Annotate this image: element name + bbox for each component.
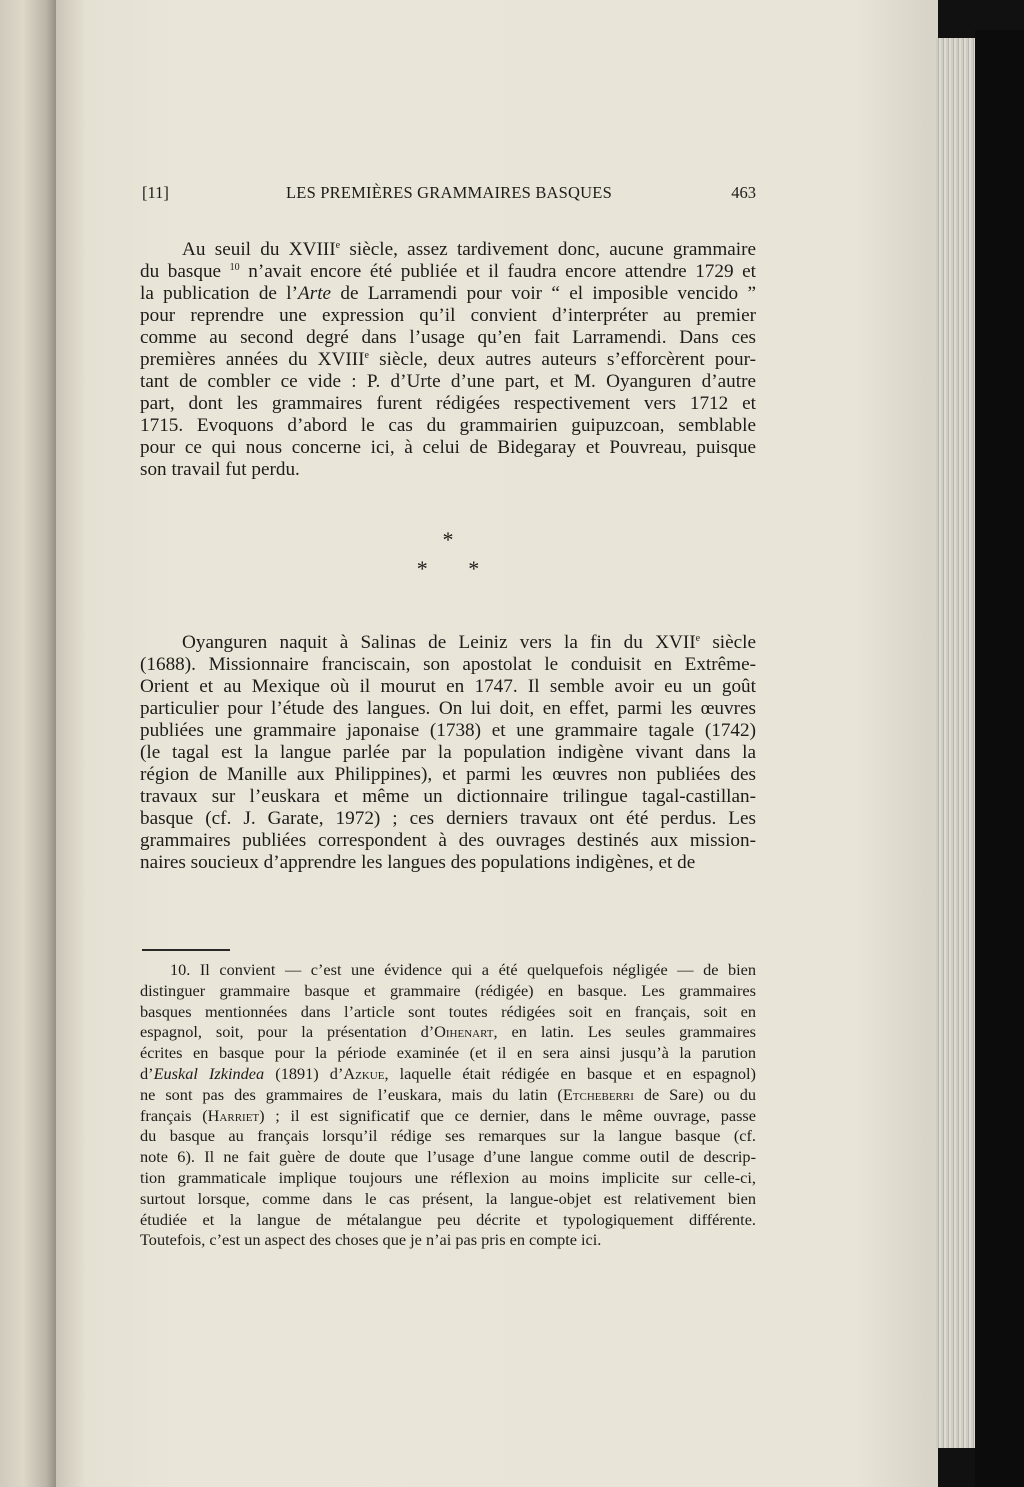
text-run: 1715. Evoquons d’abord le cas du grammairien guipuzcoan, semblable — [140, 415, 756, 436]
text-run: pour reprendre une expression qu’il convient d’interpréter au premier — [140, 305, 756, 326]
text-line — [140, 654, 756, 676]
text-run: Oihenart — [434, 1022, 494, 1042]
text-line — [140, 1022, 756, 1043]
text-run: d’ — [140, 1063, 154, 1083]
scan-background — [975, 30, 1024, 1487]
text-line — [140, 981, 756, 1002]
text-run: Orient et au Mexique où il mourut en 1747. Il semble avoir eu un goût — [140, 676, 756, 697]
text-line — [140, 1043, 756, 1064]
text-line — [140, 305, 756, 327]
text-line — [140, 742, 756, 764]
page-stack-edges — [936, 38, 976, 1448]
footnote-10 — [140, 960, 756, 1251]
text-line — [140, 698, 756, 720]
text-run: surtout lorsque, comme dans le cas présent, la langue-objet est relativement bien — [140, 1188, 756, 1208]
text-line — [140, 459, 756, 481]
text-run: Arte — [298, 283, 332, 304]
paragraph-1 — [140, 239, 756, 481]
text-run: Toutefois, c’est un aspect des choses que je n’ai pas pris en compte ici. — [140, 1230, 602, 1250]
text-run: grammaires publiées correspondent à des ouvrages destinés aux mission- — [140, 830, 756, 851]
running-title: LES PREMIÈRES GRAMMAIRES BASQUES — [286, 183, 612, 202]
footnote-rule — [142, 949, 230, 951]
text-line — [140, 1147, 756, 1168]
text-line — [140, 676, 756, 698]
text-run: naires soucieux d’apprendre les langues des populations indigènes, et de — [140, 852, 696, 873]
text-run: publiées une grammaire japonaise (1738) et une grammaire tagale (1742) — [140, 720, 756, 741]
text-run: siècle — [700, 632, 756, 653]
text-run: (le tagal est la langue parlée par la population indigène vivant dans la — [140, 742, 756, 763]
text-run: travaux sur l’euskara et même un dictionnaire trilingue tagal-castillan- — [140, 786, 756, 807]
text-line — [140, 327, 756, 349]
text-line — [140, 808, 756, 830]
text-run: n’avait encore été publiée et il faudra encore attendre 1729 et — [239, 261, 757, 282]
text-line — [140, 1085, 756, 1106]
text-run: Oyanguren naquit à Salinas de Leiniz vers la fin du XVII — [182, 632, 696, 653]
text-run: écrites en basque pour la période examinée (et il en sera ainsi jusqu’à la parution — [140, 1043, 756, 1063]
text-line — [140, 960, 756, 981]
text-line — [140, 1064, 756, 1085]
text-line — [140, 1002, 756, 1023]
text-line — [140, 1168, 756, 1189]
page-number: 463 — [731, 183, 756, 202]
text-run: Au seuil du XVIII — [182, 239, 336, 260]
text-run: , en latin. Les seules grammaires — [493, 1022, 756, 1042]
text-run: étudiée et la langue de métalangue peu décrite et typologiquement différente. — [140, 1209, 756, 1229]
section-separator-top: * — [442, 527, 454, 552]
superscript: 10 — [229, 262, 240, 273]
text-run: tion grammaticale implique toujours une réflexion au moins implicite sur celle-ci, — [140, 1167, 756, 1187]
text-line — [140, 437, 756, 459]
text-line — [140, 261, 756, 283]
text-line — [140, 852, 756, 874]
text-run: siècle, deux autres auteurs s’efforcèrent pour- — [368, 349, 757, 370]
section-separator-bottom: * * — [416, 556, 480, 581]
text-run: ne sont pas des grammaires de l’euskara, mais du latin ( — [140, 1084, 563, 1104]
section-number: [11] — [142, 183, 169, 202]
text-line — [140, 830, 756, 852]
running-header — [142, 183, 756, 207]
text-run: Euskal Izkindea — [153, 1063, 265, 1083]
text-run: distinguer grammaire basque et grammaire (rédigée) en basque. Les grammaires — [140, 980, 756, 1000]
text-line — [140, 786, 756, 808]
text-run: 10. Il convient — c’est une évidence qui a été quelquefois négligée — de bien — [170, 960, 756, 979]
text-line — [140, 283, 756, 305]
superscript: e — [364, 350, 369, 361]
text-run: Harriet — [207, 1105, 260, 1125]
superscript: e — [695, 633, 701, 644]
text-line — [140, 764, 756, 786]
text-run: français ( — [140, 1105, 208, 1125]
text-line — [140, 632, 756, 654]
text-run: basque (cf. J. Garate, 1972) ; ces derniers travaux ont été perdus. Les — [140, 808, 756, 829]
text-line — [140, 1210, 756, 1231]
text-run: région de Manille aux Philippines), et parmi les œuvres non publiées des — [140, 764, 756, 785]
text-run: Azkue — [343, 1063, 385, 1083]
text-run: ) ; il est significatif que ce dernier, dans le même ouvrage, passe — [259, 1105, 756, 1125]
text-run: son travail fut perdu. — [140, 459, 300, 480]
text-line — [140, 720, 756, 742]
text-run: part, dont les grammaires furent rédigées respectivement vers 1712 et — [140, 393, 756, 414]
text-line — [140, 415, 756, 437]
text-run: (1688). Missionnaire franciscain, son apostolat le conduisit en Extrême- — [140, 654, 756, 675]
text-run: la publication de l’ — [140, 283, 298, 304]
text-run: de Sare) ou du — [633, 1084, 756, 1104]
text-run: du basque — [140, 261, 230, 282]
text-run: siècle, assez tardivement donc, aucune grammaire — [340, 239, 757, 260]
text-run: de Larramendi pour voir “ el imposible vencido ” — [331, 283, 756, 304]
text-run: Etcheberri — [562, 1084, 634, 1104]
paragraph-2 — [140, 632, 756, 874]
text-line — [140, 393, 756, 415]
text-run: note 6). Il ne fait guère de doute que l’usage d’une langue comme outil de descrip- — [140, 1147, 756, 1167]
text-run: basques mentionnées dans l’article sont toutes rédigées soit en français, soit en — [140, 1001, 756, 1021]
text-line — [140, 371, 756, 393]
text-run: du basque au français lorsqu’il rédige ses remarques sur la langue basque (cf. — [140, 1126, 756, 1146]
text-run: (1891) d’ — [264, 1063, 344, 1083]
superscript: e — [335, 240, 341, 251]
text-run: comme au second degré dans l’usage qu’en fait Larramendi. Dans ces — [140, 327, 756, 348]
text-line — [140, 349, 756, 371]
text-run: premières années du XVIII — [140, 349, 365, 370]
text-run: particulier pour l’étude des langues. On lui doit, en effet, parmi les œuvres — [140, 698, 756, 719]
text-run: pour ce qui nous concerne ici, à celui de Bidegaray et Pouvreau, puisque — [140, 437, 756, 458]
text-run: tant de combler ce vide : P. d’Urte d’une part, et M. Oyanguren d’autre — [140, 371, 756, 392]
text-line — [140, 1106, 756, 1127]
text-run: espagnol, soit, pour la présentation d’ — [140, 1022, 435, 1042]
text-line — [140, 1126, 756, 1147]
text-line — [140, 239, 756, 261]
text-line — [140, 1189, 756, 1210]
text-run: , laquelle était rédigée en basque et en espagnol) — [384, 1063, 756, 1083]
text-line — [140, 1230, 756, 1251]
previous-page-edge — [0, 0, 58, 1487]
